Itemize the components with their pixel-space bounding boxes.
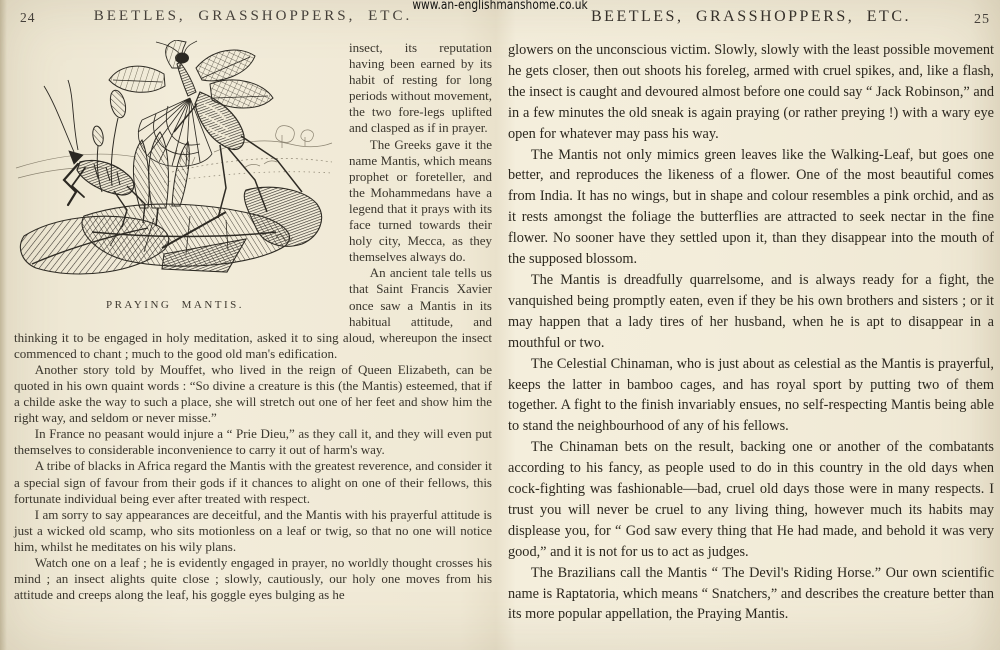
left-paragraph: Watch one on a leaf ; he is evidently engaged in prayer, no worldly thought crosses his mind ; an insect alights quite close ; slowly, cautiously, our holy one moves from his attitude and creeps along the leaf, his goggle eyes bulging as he	[14, 555, 492, 603]
right-paragraph: The Chinaman bets on the result, backing one or another of the combatants according to his fancy, as people used to do in this country in the old days when cock-fighting was fashionable—bad, cruel old days those were in many respects. I trust you will never be cruel to any living thing, however much its habits may displease you, for “ God saw every thing that He had made, and behold it was very good,” and it is not for us to act as judges.	[508, 439, 994, 560]
mantis-engraving-svg	[14, 40, 336, 290]
right-page-body	[508, 40, 994, 625]
left-page-body	[14, 40, 492, 603]
left-paragraph: I am sorry to say appearances are deceitful, and the Mantis with his prayerful attitude is just a wicked old scamp, who sits motionless on a leaf or twig, so that no one will notice him, whilst he meditates on his wily plans.	[14, 506, 492, 554]
left-running-title: BEETLES, GRASSHOPPERS, ETC.	[93, 8, 413, 24]
left-paragraph: A tribe of blacks in Africa regard the Mantis with the greatest reverence, and consider it a special sign of favour from their gods if it chances to alight on one of their fellows, this fortunate individual being ever after treated with respect.	[14, 458, 492, 506]
right-paragraph: The Celestial Chinaman, who is just about as celestial as the Mantis is prayerful, keeps the latter in bamboo cages, and has royal sport by putting two of them together. A fight to the finish invariably ensues, no self-respecting Mantis being able to stand the neighbourhood of any of his fellows.	[508, 355, 994, 435]
right-paragraph: The Mantis not only mimics green leaves like the Walking-Leaf, but goes one better, and reproduces the likeness of a flower. One of the most beautiful comes from India. It has no wings, but in shape and colour resembles a pink orchid, and as it rests amongst the foliage the butterflies are attracted to seek nectar in the fine flower. No sooner have they settled upon it, than they disappear into the mouth of the supposed blossom.	[508, 146, 994, 268]
right-paragraph: glowers on the unconscious victim. Slowly, slowly with the least possible movement he gets closer, then out shoots his foreleg, armed with cruel spikes, and, like a flash, the insect is caught and devoured almost before one could say “ Jack Robinson,” and in a few minutes the old sneak is again praying (or rather preying !) with a wary eye open for whatever may pass his way.	[508, 42, 994, 142]
left-paragraph: Another story told by Mouffet, who lived in the reign of Queen Elizabeth, can be quoted in his own quaint words : “So divine a creature is this (the Mantis) esteemed, that if a childe aske the way to such a place, she will stretch out one of her feet and show him the right way, and seldom or never misse.”	[14, 361, 492, 426]
page-24	[14, 8, 492, 603]
illustration-caption: PRAYING MANTIS.	[105, 299, 245, 311]
watermark-text: www.an-englishmanshome.co.uk	[412, 0, 588, 13]
right-running-title: BEETLES, GRASSHOPPERS, ETC.	[591, 8, 911, 25]
right-paragraph: The Brazilians call the Mantis “ The Devil's Riding Horse.” Our own scientific name is Raptatoria, which means “ Snatchers,” and describes the creature better than its more popular appellation, the Praying Mantis.	[508, 564, 994, 623]
left-paragraph: An ancient tale tells us that Saint Francis Xavier once saw a Mantis in its habitual attitude, and thinking it to be engaged in holy meditation, asked it to sing aloud, whereupon the insect commenced to chant ; much to the good old man's edification.	[14, 265, 492, 361]
page-25	[508, 8, 994, 625]
mantis-illustration	[14, 40, 336, 313]
left-paragraph: The Greeks gave it the name Mantis, which means prophet or foreteller, and the Mohammedans have a legend that it prays with its face turned towards their holy city, Mecca, as they themselves always do.	[349, 136, 492, 265]
left-paragraph: In France no peasant would injure a “ Prie Dieu,” as they call it, and they will even put themselves to considerable inconvenience to carry it out of harm's way.	[14, 426, 492, 458]
left-paragraph: insect, its reputation having been earned by its habit of resting for long periods without movement, the two fore-legs uplifted and clasped as if in prayer.	[349, 40, 492, 136]
right-paragraph: The Mantis is dreadfully quarrelsome, and is always ready for a fight, the vanquished being promptly eaten, even if they be his own brothers and sisters ; or it may happen that a lady tires of her husband, when he is apt to disappear in a mouthful or two.	[508, 271, 994, 351]
right-page-number: 25	[974, 12, 990, 27]
left-page-number: 24	[20, 10, 36, 25]
